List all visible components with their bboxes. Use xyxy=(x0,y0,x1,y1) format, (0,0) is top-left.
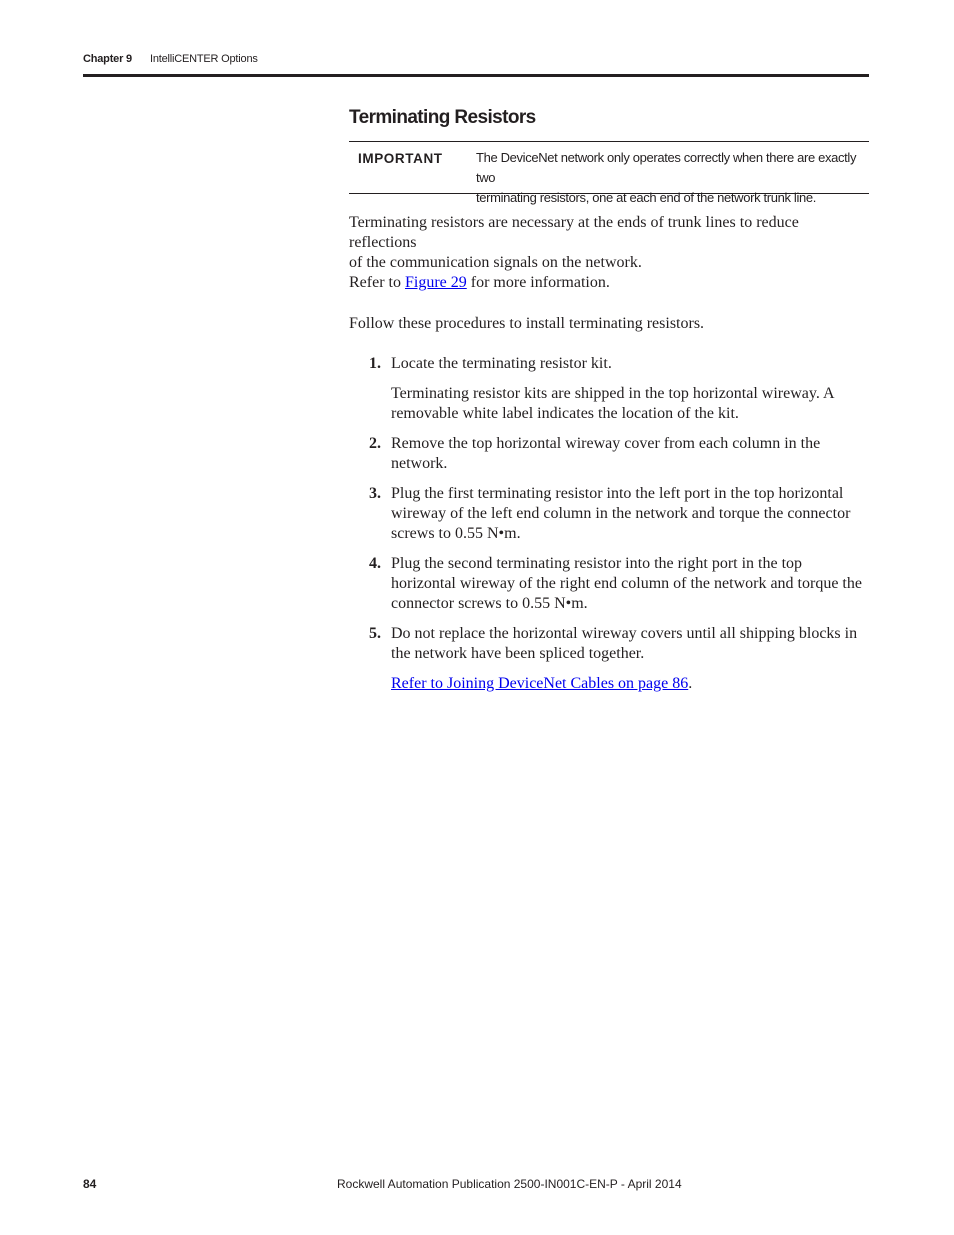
step-number: 2. xyxy=(369,435,381,452)
paragraph-text: for more information. xyxy=(466,274,610,291)
paragraph-line: Terminating resistors are necessary at the ends of trunk lines to reduce reflections xyxy=(349,214,799,251)
joining-devicenet-cables-link[interactable]: Refer to Joining DeviceNet Cables on page 86 xyxy=(391,675,689,692)
figure-reference-paragraph xyxy=(349,273,869,293)
section-title: Terminating Resistors xyxy=(349,107,536,128)
step-text: Locate the terminating resistor kit. xyxy=(391,355,612,372)
important-text-line: terminating resistors, one at each end of the network trunk line. xyxy=(476,190,817,205)
important-text-line: The DeviceNet network only operates correctly when there are exactly two xyxy=(476,150,857,185)
procedure-intro: Follow these procedures to install terminating resistors. xyxy=(349,315,705,332)
step-text: wireway of the left end column in the network and torque the connector xyxy=(391,505,851,522)
step-number: 5. xyxy=(369,625,381,642)
publication-info: Rockwell Automation Publication 2500-IN001C-EN-P - April 2014 xyxy=(337,1177,682,1191)
step-number: 3. xyxy=(369,485,381,502)
step-text: Plug the second terminating resistor into the right port in the top xyxy=(391,555,803,572)
figure-29-link[interactable]: Figure 29 xyxy=(404,274,467,291)
step-text: screws to 0.55 N•m. xyxy=(391,525,521,542)
chapter-number: Chapter 9 xyxy=(83,53,132,65)
step-text: Do not replace the horizontal wireway covers until all shipping blocks in xyxy=(391,625,858,642)
chapter-title: IntelliCENTER Options xyxy=(150,53,258,65)
step-text: Remove the top horizontal wireway cover from each column in the xyxy=(391,435,821,452)
important-text xyxy=(476,148,868,208)
header-rule xyxy=(83,74,869,77)
step-note-line: removable white label indicates the location of the kit. xyxy=(391,405,739,422)
step-number: 4. xyxy=(369,555,381,572)
paragraph-line: of the communication signals on the network. xyxy=(349,254,642,271)
step-text: the network have been spliced together. xyxy=(391,645,645,662)
step-note-suffix: . xyxy=(688,675,693,692)
paragraph-text: Refer to xyxy=(349,274,405,291)
page-number: 84 xyxy=(83,1177,97,1191)
step-note-line: Terminating resistor kits are shipped in the top horizontal wireway. A xyxy=(391,385,835,402)
important-label: IMPORTANT xyxy=(358,151,443,166)
step-text: Plug the first terminating resistor into the left port in the top horizontal xyxy=(391,485,844,502)
step-number: 1. xyxy=(369,355,381,372)
running-header xyxy=(83,53,258,65)
intro-paragraph xyxy=(349,213,869,273)
step-text: network. xyxy=(391,455,448,472)
step-text: horizontal wireway of the right end column of the network and torque the xyxy=(391,575,862,592)
important-callout xyxy=(349,141,869,205)
step-text: connector screws to 0.55 N•m. xyxy=(391,595,588,612)
